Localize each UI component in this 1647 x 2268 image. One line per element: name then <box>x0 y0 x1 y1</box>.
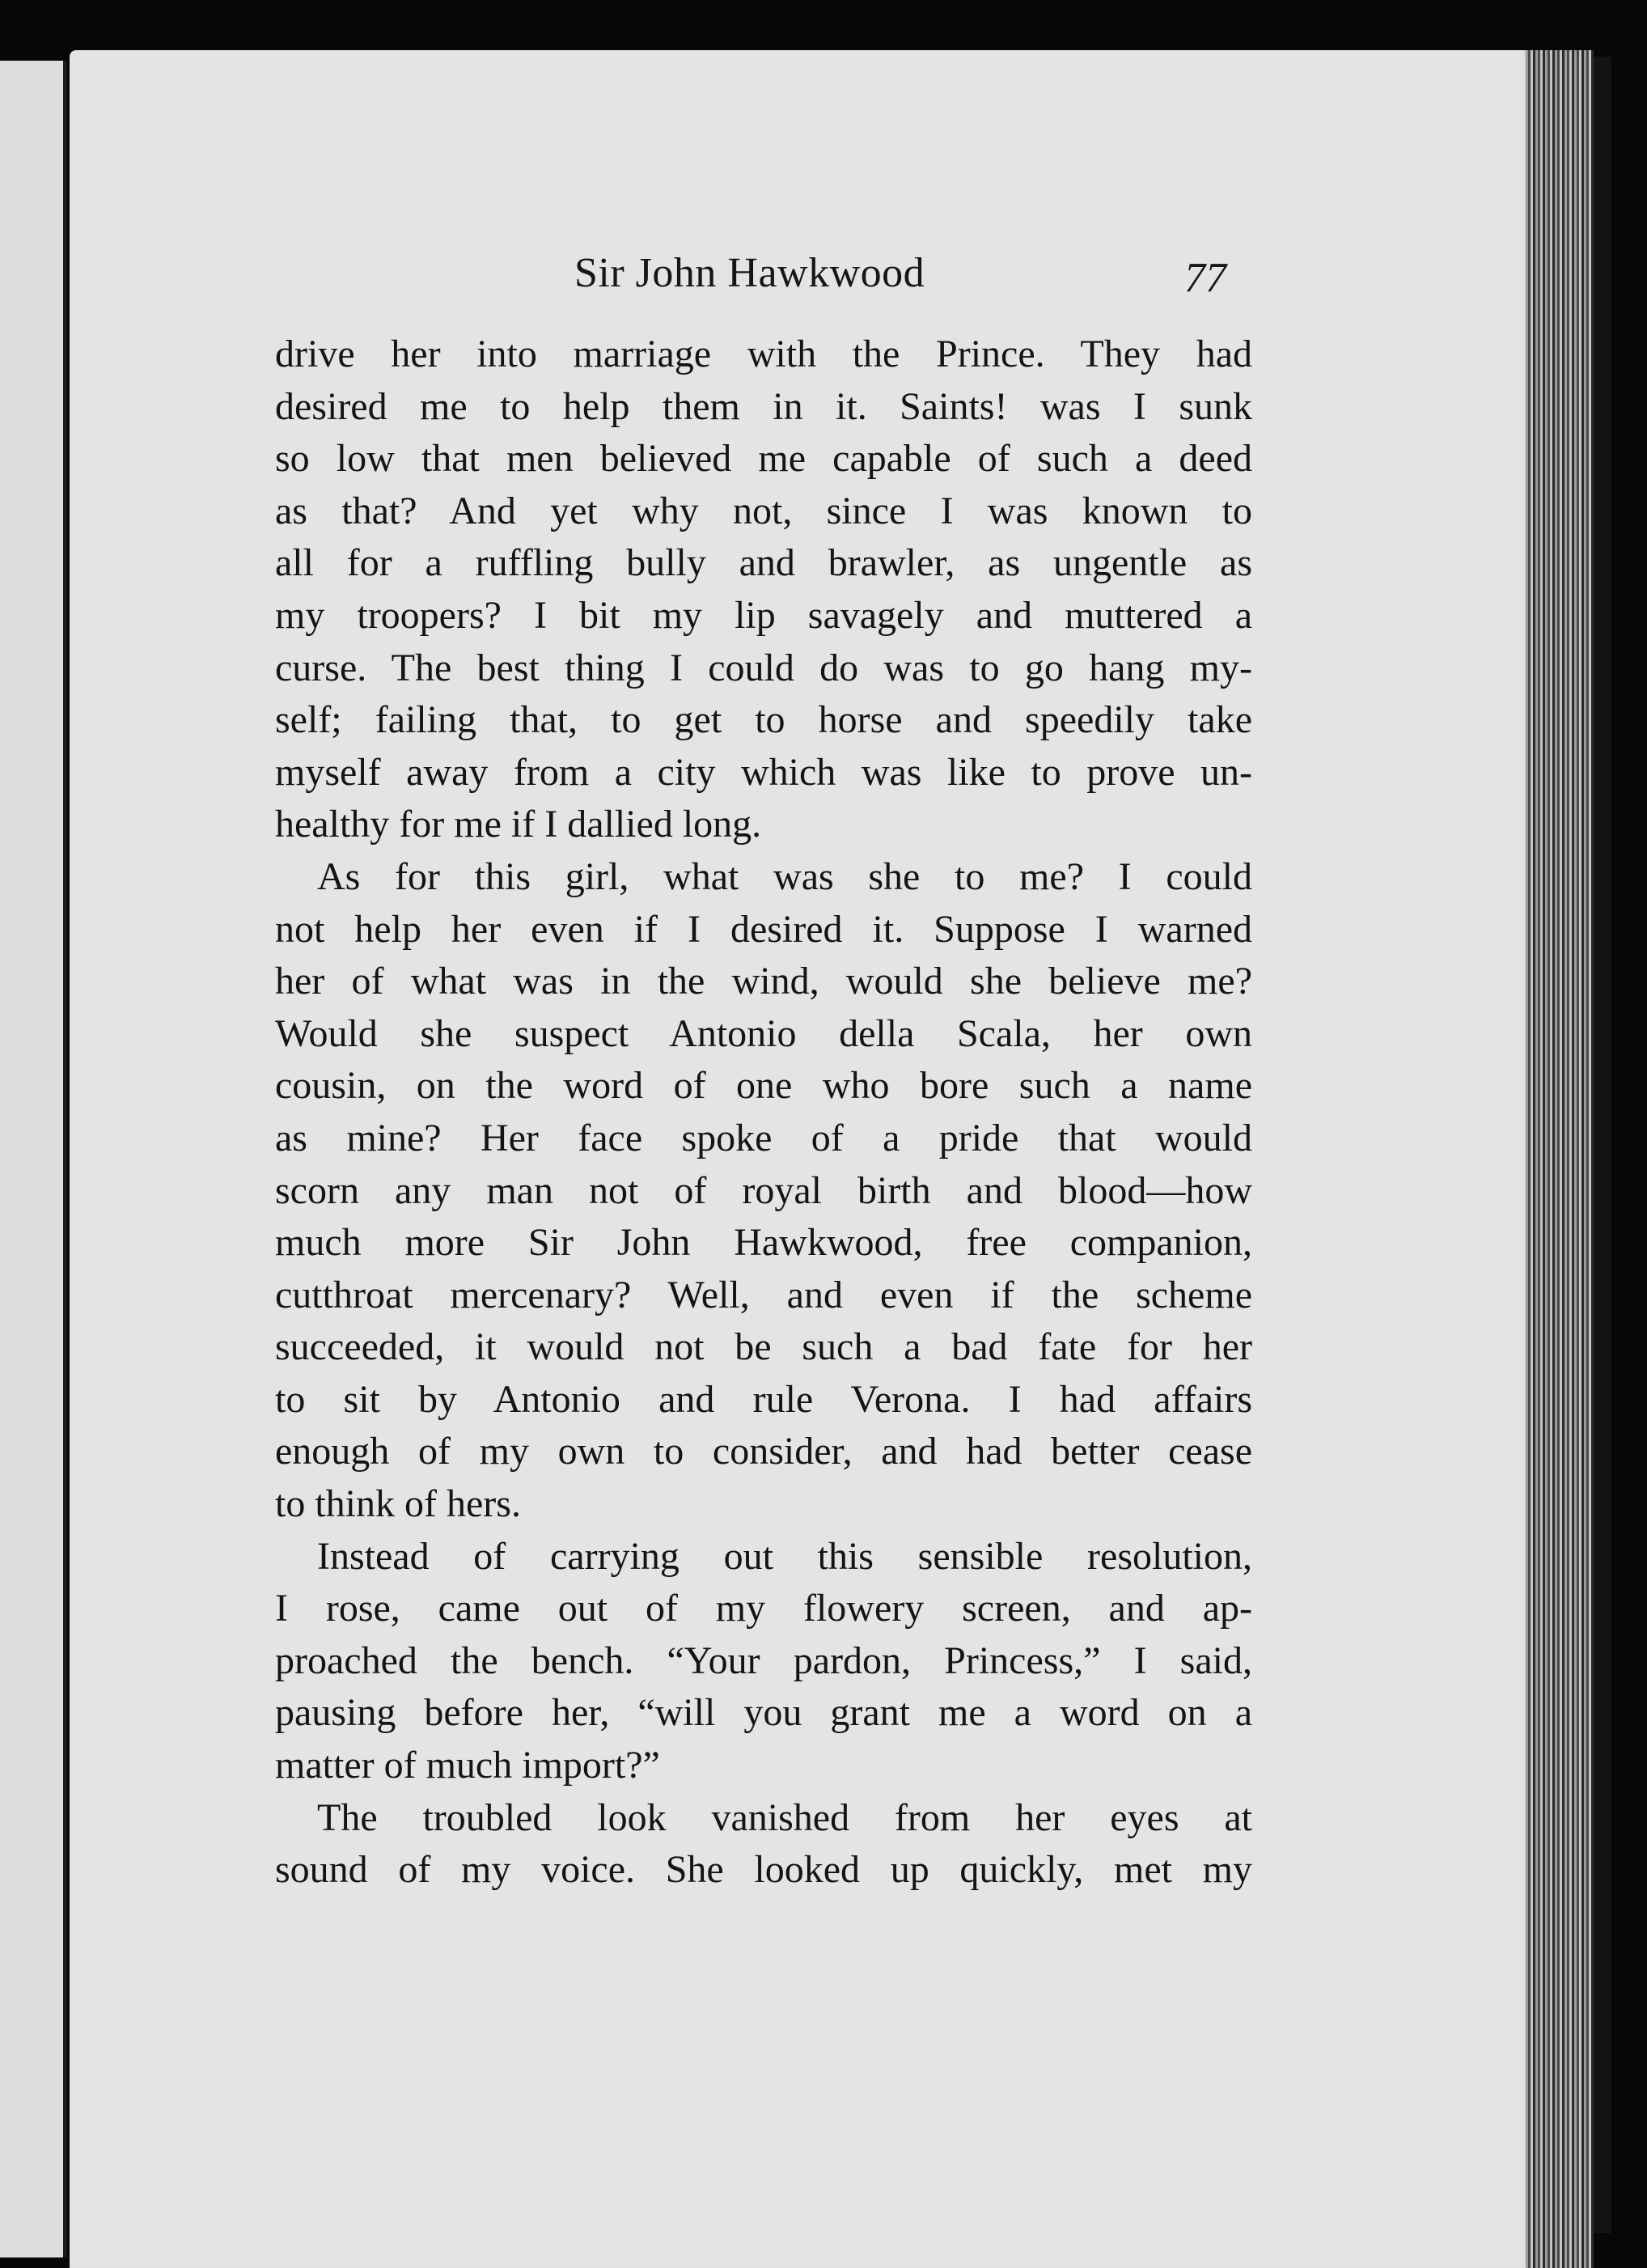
text-line: healthy for me if I dallied long. <box>275 803 762 846</box>
text-line: scorn any man not of royal birth and blood—how <box>275 1168 1252 1212</box>
text-line: self; failing that, to get to horse and speedily take <box>275 698 1252 742</box>
text-line: my troopers? I bit my lip savagely and muttered a <box>275 593 1252 637</box>
paragraph <box>275 1531 1252 1792</box>
page-header <box>0 249 1647 314</box>
text-line: Would she suspect Antonio della Scala, her own <box>275 1011 1252 1055</box>
text-line: cutthroat mercenary? Well, and even if the scheme <box>275 1273 1252 1316</box>
text-line: proached the bench. “Your pardon, Princess,” I said, <box>275 1638 1252 1682</box>
body-text <box>275 329 1252 1897</box>
text-line: succeeded, it would not be such a bad fate for her <box>275 1325 1252 1369</box>
text-line: as mine? Her face spoke of a pride that would <box>275 1116 1252 1159</box>
text-line: all for a ruffling bully and brawler, as ungentle as <box>275 541 1252 585</box>
text-line: drive her into marriage with the Prince. They had <box>275 333 1252 375</box>
paragraph <box>275 1792 1252 1897</box>
text-line: her of what was in the wind, would she believe me? <box>275 960 1252 1003</box>
paragraph <box>275 329 1252 851</box>
text-line: matter of much import?” <box>275 1744 660 1787</box>
text-line: so low that men believed me capable of such a deed <box>275 437 1252 481</box>
text-line: myself away from a city which was like to prove un- <box>275 750 1252 794</box>
previous-page-edge <box>0 61 67 2257</box>
running-title: Sir John Hawkwood <box>574 250 925 296</box>
book-cover-edge <box>1594 57 1611 2233</box>
page-stack-edge <box>1526 50 1594 2268</box>
text-line: desired me to help them in it. Saints! was I sunk <box>275 384 1252 428</box>
text-line: as that? And yet why not, since I was known to <box>275 489 1252 532</box>
text-line: to think of hers. <box>275 1482 521 1526</box>
text-line: enough of my own to consider, and had better cease <box>275 1430 1252 1473</box>
text-line: The troubled look vanished from her eyes at <box>317 1795 1252 1839</box>
text-line: Instead of carrying out this sensible resolution, <box>317 1534 1252 1578</box>
text-line: cousin, on the word of one who bore such a name <box>275 1064 1252 1108</box>
text-line: sound of my voice. She looked up quickly, met my <box>275 1848 1252 1892</box>
text-line: I rose, came out of my flowery screen, and ap- <box>275 1587 1252 1630</box>
text-line: pausing before her, “will you grant me a word on a <box>275 1691 1252 1735</box>
page-number: 77 <box>1184 255 1226 301</box>
text-line: not help her even if I desired it. Suppose I warned <box>275 907 1252 951</box>
text-line: curse. The best thing I could do was to go hang my- <box>275 646 1252 689</box>
paragraph <box>275 851 1252 1531</box>
text-line: much more Sir John Hawkwood, free companion, <box>275 1221 1252 1265</box>
text-line: As for this girl, what was she to me? I could <box>317 854 1252 898</box>
text-line: to sit by Antonio and rule Verona. I had affairs <box>275 1377 1252 1421</box>
